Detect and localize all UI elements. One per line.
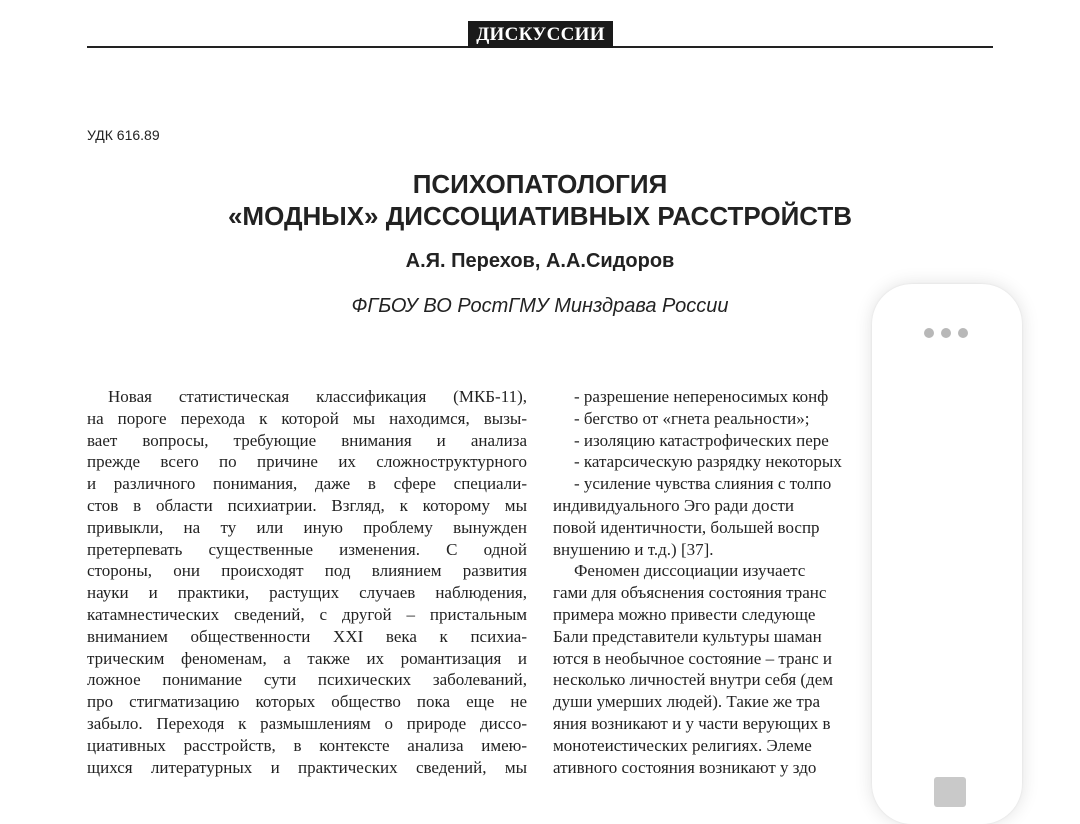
text-line: Бали представители культуры шаман — [553, 626, 822, 646]
text-line: трическим феноменам, а также их романтизация и — [87, 648, 527, 668]
text-line: Феномен диссоциации изучаетс — [574, 561, 806, 581]
dot — [924, 328, 934, 338]
text-line: привыкли, на ту или иную проблему вынужден — [87, 517, 527, 537]
text-line: внушению и т.д.) [37]. — [553, 539, 714, 559]
text-line: монотеистических религиях. Элеме — [553, 735, 812, 755]
text-line: ются в необычное состояние – транс и — [553, 648, 832, 668]
text-line: гами для объяснения состояния транс — [553, 583, 827, 603]
floating-panel[interactable] — [872, 284, 1022, 824]
title-line-2: «МОДНЫХ» ДИССОЦИАТИВНЫХ РАССТРОЙСТВ — [227, 201, 853, 231]
text-line: - разрешение непереносимых конф — [574, 387, 829, 406]
text-line: стов в области психиатрии. Взгляд, к которому мы — [87, 495, 527, 515]
text-line: ложное понимание сути психических заболеваний, — [87, 670, 527, 690]
dot — [958, 328, 968, 338]
text-line: претерпевать существенные изменения. С одной — [87, 539, 527, 559]
text-line: прежде всего по причине их сложноструктурного — [87, 452, 527, 472]
text-line: души умерших людей). Такие же тра — [553, 692, 821, 712]
text-line: примера можно привести следующе — [553, 604, 816, 624]
dot — [941, 328, 951, 338]
title-line-1: ПСИХОПАТОЛОГИЯ — [412, 169, 668, 199]
text-line: несколько личностей внутри себя (дем — [553, 670, 834, 690]
authors: А.Я. Перехов, А.А.Сидоров — [405, 250, 675, 272]
text-line: стороны, они происходят под влиянием развития — [87, 561, 527, 581]
affiliation: ФГБОУ ВО РостГМУ Минздрава России — [351, 295, 729, 317]
text-line: и различного понимания, даже в сфере специали- — [87, 474, 527, 494]
text-line: катамнестических сведений, с другой – пристальным — [87, 604, 527, 624]
drag-handle[interactable] — [934, 777, 966, 807]
text-line: науки и практики, растущих случаев наблюдения, — [87, 583, 527, 603]
text-line: ативного состояния возникают у здо — [553, 757, 817, 777]
left-column — [87, 386, 527, 778]
text-line: забыло. Переходя к размышлениям о природе диссо- — [87, 713, 527, 733]
text-line: - катарсическую разрядку некоторых — [574, 452, 842, 472]
more-options-icon[interactable] — [924, 328, 968, 338]
text-line: щихся литературных и практических сведений, мы — [87, 757, 527, 777]
section-tag: ДИСКУССИИ — [468, 21, 613, 48]
text-line: про стигматизацию которых общество пока еще не — [87, 692, 527, 712]
text-line: вает вопросы, требующие внимания и анализа — [87, 430, 527, 450]
text-line: - бегство от «гнета реальности»; — [574, 408, 810, 428]
udk-code: УДК 616.89 — [87, 127, 160, 143]
text-line: - усиление чувства слияния с толпо — [574, 474, 832, 494]
text-line: - изоляцию катастрофических пере — [574, 430, 829, 450]
text-line: Новая статистическая классификация (МКБ-11), — [108, 387, 527, 406]
text-line: индивидуального Эго ради дости — [553, 495, 795, 515]
text-line: яния возникают и у части верующих в — [553, 713, 831, 733]
text-line: повой идентичности, большей воспр — [553, 517, 820, 537]
article-title — [87, 168, 993, 232]
text-line: вниманием общественности XXI века к психиа- — [87, 626, 527, 646]
text-line: циативных расстройств, в контексте анализа имею- — [87, 735, 527, 755]
text-line: на пороге перехода к которой мы находимся, вызы- — [87, 408, 527, 428]
